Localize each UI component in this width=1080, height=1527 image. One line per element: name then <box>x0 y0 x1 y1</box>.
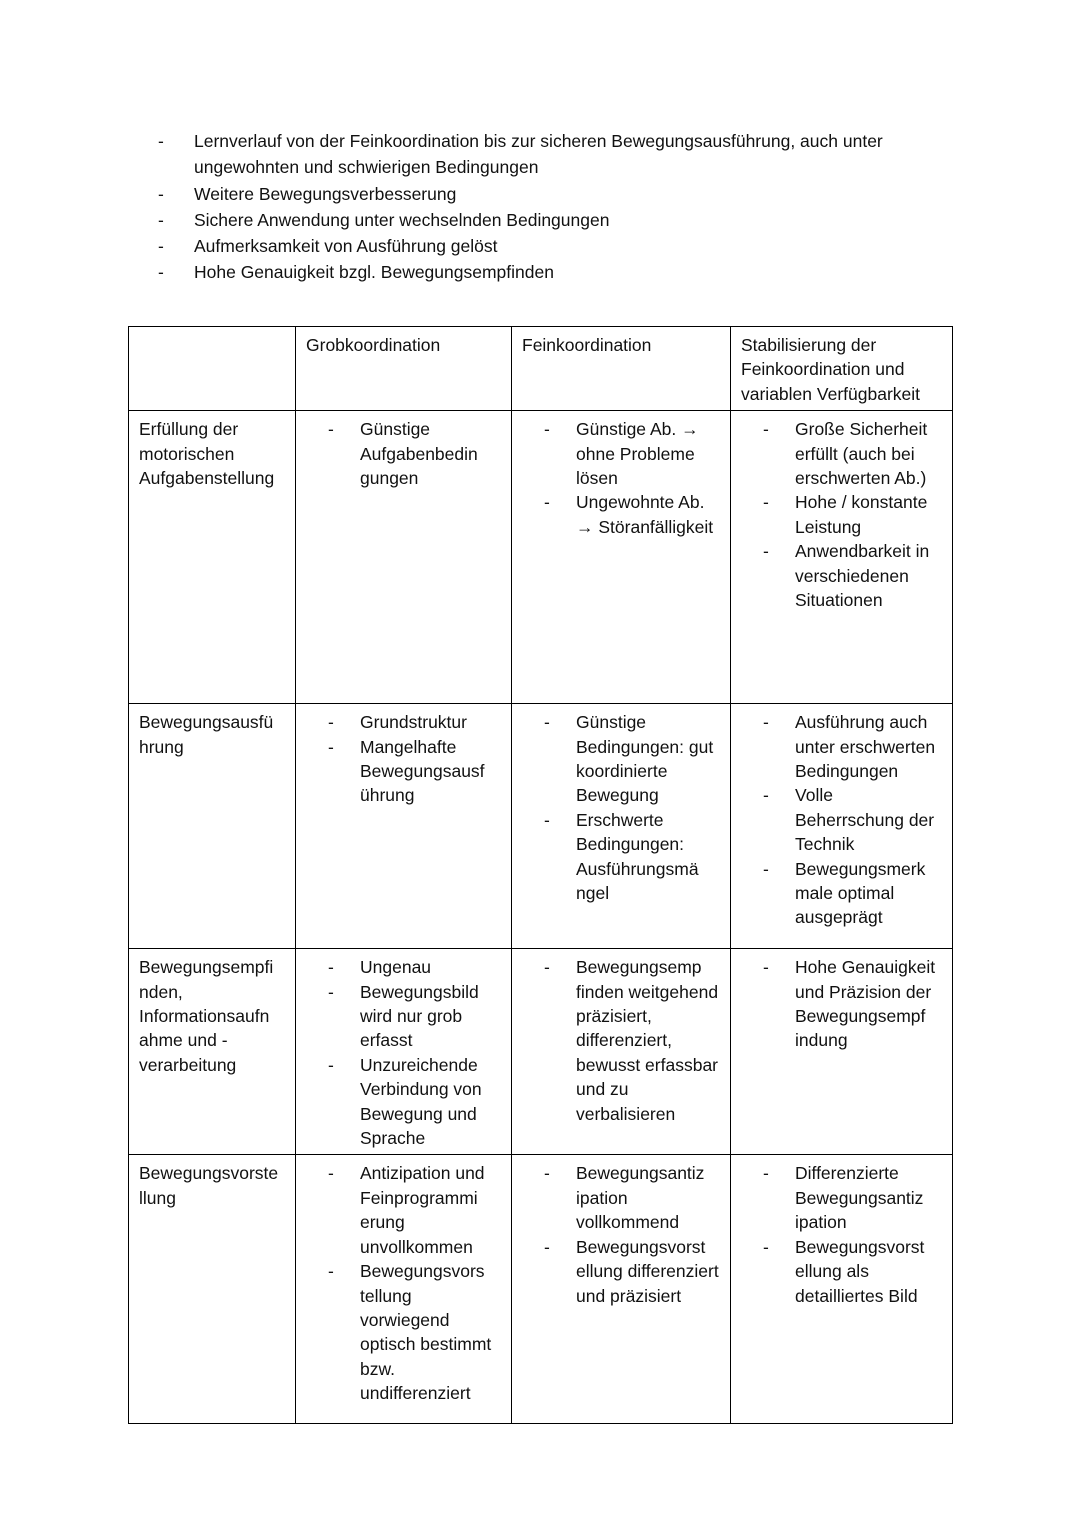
cell-item: - Hohe Genauigkeit und Präzision der Bewegungsempf indung <box>763 955 944 1053</box>
intro-bullet: - Sichere Anwendung unter wechselnden Bedingungen <box>158 207 958 233</box>
table-cell <box>296 949 512 1155</box>
table-cell <box>512 1155 731 1424</box>
cell-item: - Antizipation und Feinprogrammi erung unvollkommen <box>328 1161 503 1259</box>
cell-item: - Große Sicherheit erfüllt (auch bei erschwerten Ab.) <box>763 417 944 490</box>
table-cell <box>296 1155 512 1424</box>
cell-item: - Anwendbarkeit in verschiedenen Situationen <box>763 539 944 612</box>
table-cell <box>731 949 953 1155</box>
cell-item: - Ungenau <box>328 955 503 979</box>
cell-item: - Volle Beherrschung der Technik <box>763 783 944 856</box>
intro-bullet: - Lernverlauf von der Feinkoordination bis zur sicheren Bewegungsausführung, auch unter ungewohnten und schwierigen Bedingungen <box>158 128 958 181</box>
table-cell <box>512 411 731 704</box>
table-row <box>129 949 953 1155</box>
table-cell <box>296 704 512 949</box>
header-cell-stabilisierung: Stabilisierung der Feinkoordination und variablen Verfügbarkeit <box>731 327 953 411</box>
cell-item: - Bewegungsvors tellung vorwiegend optisch bestimmt bzw. undifferenziert <box>328 1259 503 1405</box>
learning-phase-table <box>128 326 953 1424</box>
cell-item: - Ausführung auch unter erschwerten Bedingungen <box>763 710 944 783</box>
cell-item: - Hohe / konstante Leistung <box>763 490 944 539</box>
cell-item: - Bewegungsmerk male optimal ausgeprägt <box>763 857 944 930</box>
row-label: Bewegungsempfi nden, Informationsaufn ahme und - verarbeitung <box>129 949 296 1155</box>
table-cell <box>296 411 512 704</box>
cell-item: - Günstige Aufgabenbedin gungen <box>328 417 503 490</box>
cell-item: - Bewegungsvorst ellung differenziert und präzisiert <box>544 1235 722 1308</box>
cell-item: - Mangelhafte Bewegungsausf ührung <box>328 735 503 808</box>
intro-bullet-list <box>158 128 958 286</box>
cell-item: - Ungewohnte Ab. → Störanfälligkeit <box>544 490 722 539</box>
cell-item: - Bewegungsvorst ellung als detailliertes Bild <box>763 1235 944 1308</box>
cell-item: - Grundstruktur <box>328 710 503 734</box>
cell-item: - Differenzierte Bewegungsantiz ipation <box>763 1161 944 1234</box>
cell-item: - Bewegungsbild wird nur grob erfasst <box>328 980 503 1053</box>
row-label: Bewegungsvorste llung <box>129 1155 296 1424</box>
intro-bullet: - Weitere Bewegungsverbesserung <box>158 181 958 207</box>
cell-item: - Unzureichende Verbindung von Bewegung und Sprache <box>328 1053 503 1151</box>
cell-item: - Bewegungsantiz ipation vollkommend <box>544 1161 722 1234</box>
intro-bullet: - Aufmerksamkeit von Ausführung gelöst <box>158 233 958 259</box>
table-row <box>129 1155 953 1424</box>
cell-item: - Bewegungsemp finden weitgehend präzisiert, differenziert, bewusst erfassbar und zu verbalisieren <box>544 955 722 1126</box>
table-cell <box>731 704 953 949</box>
row-label: Bewegungsausfü hrung <box>129 704 296 949</box>
header-cell-grobkoordination: Grobkoordination <box>296 327 512 411</box>
cell-item: - Günstige Ab. → ohne Probleme lösen <box>544 417 722 490</box>
table-cell <box>731 411 953 704</box>
cell-item: - Günstige Bedingungen: gut koordinierte Bewegung <box>544 710 722 808</box>
row-label: Erfüllung der motorischen Aufgabenstellung <box>129 411 296 704</box>
cell-item: - Erschwerte Bedingungen: Ausführungsmä ngel <box>544 808 722 906</box>
table-header-row <box>129 327 953 411</box>
table-row <box>129 704 953 949</box>
header-cell-feinkoordination: Feinkoordination <box>512 327 731 411</box>
table-cell <box>512 949 731 1155</box>
table-cell <box>731 1155 953 1424</box>
header-cell-empty <box>129 327 296 411</box>
intro-bullet: - Hohe Genauigkeit bzgl. Bewegungsempfinden <box>158 259 958 285</box>
table-cell <box>512 704 731 949</box>
table-row <box>129 411 953 704</box>
